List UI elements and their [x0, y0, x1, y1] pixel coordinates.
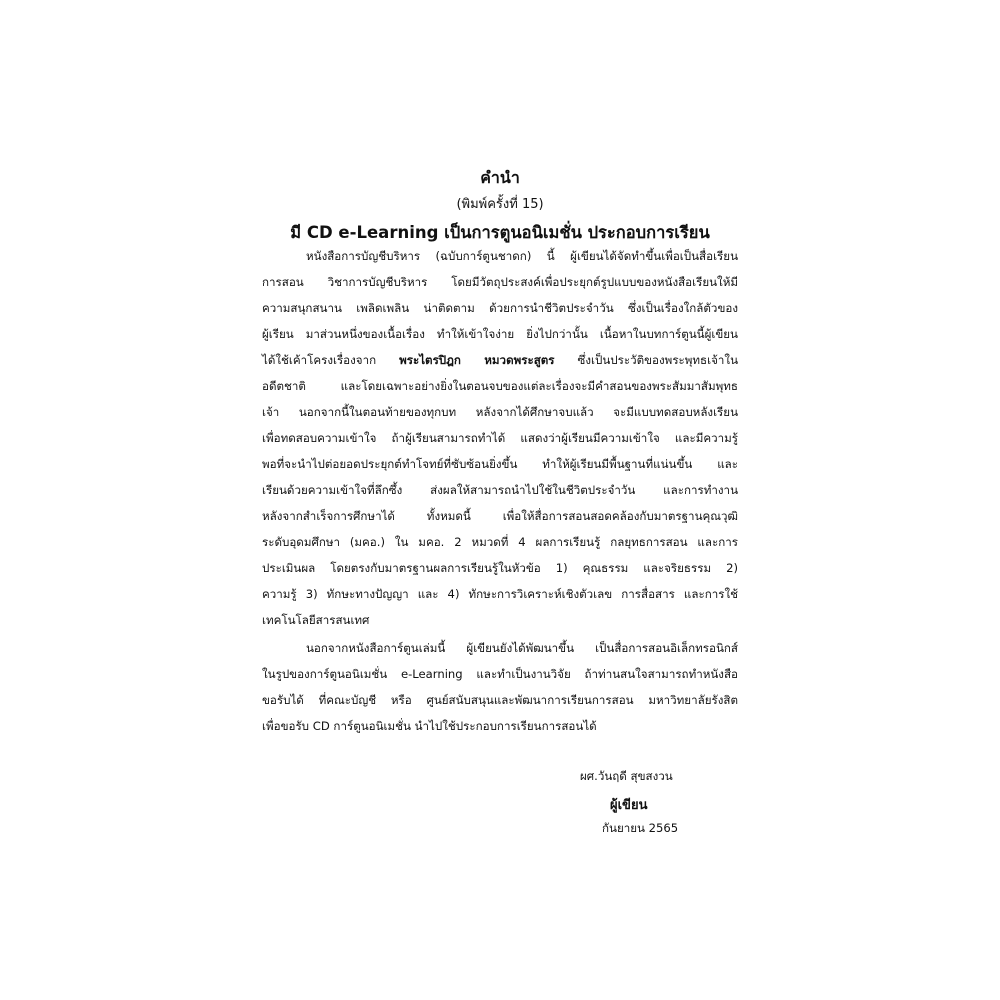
- paragraph-line: เจ้า นอกจากนี้ในตอนท้ายของทุกบท หลังจากได้ศึกษาจบแล้ว จะมีแบบทดสอบหลังเรียน: [262, 405, 738, 419]
- paragraph-line: ผู้เรียน มาส่วนหนึ่งของเนื้อเรื่อง ทำให้เข้าใจง่าย ยิ่งไปกว่านั้น เนื้อหาในบทการ์ตูนนี้ผู้เขียน: [262, 327, 738, 341]
- date-line: กันยายน 2565: [602, 821, 679, 835]
- paragraph-line: ในรูปของการ์ตูนอนิเมชั่น e-Learning และทำเป็นงานวิจัย ถ้าท่านสนใจสามารถทำหนังสือ: [262, 667, 738, 681]
- paragraph-line: เทคโนโลยีสารสนเทศ: [262, 613, 370, 627]
- paragraph-line: พอที่จะนำไปต่อยอดประยุกต์ทำโจทย์ที่ซับซ้อนยิ่งขึ้น ทำให้ผู้เรียนมีพื้นฐานที่แน่นขึ้น และ: [262, 457, 738, 471]
- paragraph-line: ระดับอุดมศึกษา (มคอ.) ใน มคอ. 2 หมวดที่ 4 ผลการเรียนรู้ กลยุทธการสอน และการ: [262, 535, 738, 549]
- paragraph-line: เพื่อทดสอบความเข้าใจ ถ้าผู้เรียนสามารถทำได้ แสดงว่าผู้เรียนมีความเข้าใจ และมีความรู้: [262, 431, 738, 445]
- author-name: ผศ.วันฤดี สุขสงวน: [580, 769, 673, 783]
- paragraph-line: เพื่อขอรับ CD การ์ตูนอนิเมชั่น นำไปใช้ประกอบการเรียนการสอนได้: [262, 719, 597, 733]
- paragraph-line: หลังจากสำเร็จการศึกษาได้ ทั้งหมดนี้ เพื่อให้สื่อการสอนสอดคล้องกับมาตรฐานคุณวุฒิ: [262, 509, 738, 523]
- author-role: ผู้เขียน: [610, 798, 648, 813]
- edition-note: (พิมพ์ครั้งที่ 15): [456, 197, 544, 212]
- paragraph-line: การสอน วิชาการบัญชีบริหาร โดยมีวัตถุประสงค์เพื่อประยุกต์รูปแบบของหนังสือเรียนให้มี: [262, 275, 738, 289]
- paragraph-line: อดีตชาติ และโดยเฉพาะอย่างยิ่งในตอนจบของแต่ละเรื่องจะมีคำสอนของพระสัมมาสัมพุทธ: [262, 379, 738, 393]
- paragraph-line: ความสนุกสนาน เพลิดเพลิน น่าติดตาม ด้วยการนำชีวิตประจำวัน ซึ่งเป็นเรื่องใกล้ตัวของ: [262, 301, 738, 315]
- bold-reference: พระไตรปิฎก หมวดพระสูตร: [399, 353, 555, 367]
- paragraph-line: ความรู้ 3) ทักษะทางปัญญา และ 4) ทักษะการวิเคราะห์เชิงตัวเลข การสื่อสาร และการใช้: [262, 587, 738, 601]
- paragraph-line: เรียนด้วยความเข้าใจที่ลึกซึ้ง ส่งผลให้สามารถนำไปใช้ในชีวิตประจำวัน และการทำงาน: [262, 483, 738, 497]
- page-title: คำนำ: [480, 168, 520, 187]
- text-segment: ซึ่งเป็นประวัติของพระพุทธเจ้าใน: [577, 353, 738, 367]
- paragraph-line: ประเมินผล โดยตรงกับมาตรฐานผลการเรียนรู้ในหัวข้อ 1) คุณธรรม และจริยธรรม 2): [262, 561, 738, 575]
- text-segment: ได้ใช้เค้าโครงเรื่องจาก: [262, 353, 377, 367]
- paragraph-line: นอกจากหนังสือการ์ตูนเล่มนี้ ผู้เขียนยังได้พัฒนาขึ้น เป็นสื่อการสอนอิเล็กทรอนิกส์: [306, 641, 738, 655]
- paragraph-line: หนังสือการบัญชีบริหาร (ฉบับการ์ตูนชาดก) นี้ ผู้เขียนได้จัดทำขึ้นเพื่อเป็นสื่อเรียน: [306, 249, 738, 263]
- paragraph-line: ขอรับได้ ที่คณะบัญชี หรือ ศูนย์สนับสนุนและพัฒนาการเรียนการสอน มหาวิทยาลัยรังสิต: [262, 693, 738, 707]
- paragraph-line: [262, 352, 738, 368]
- main-heading: มี CD e-Learning เป็นการตูนอนิเมชั่น ประกอบการเรียน: [290, 223, 710, 242]
